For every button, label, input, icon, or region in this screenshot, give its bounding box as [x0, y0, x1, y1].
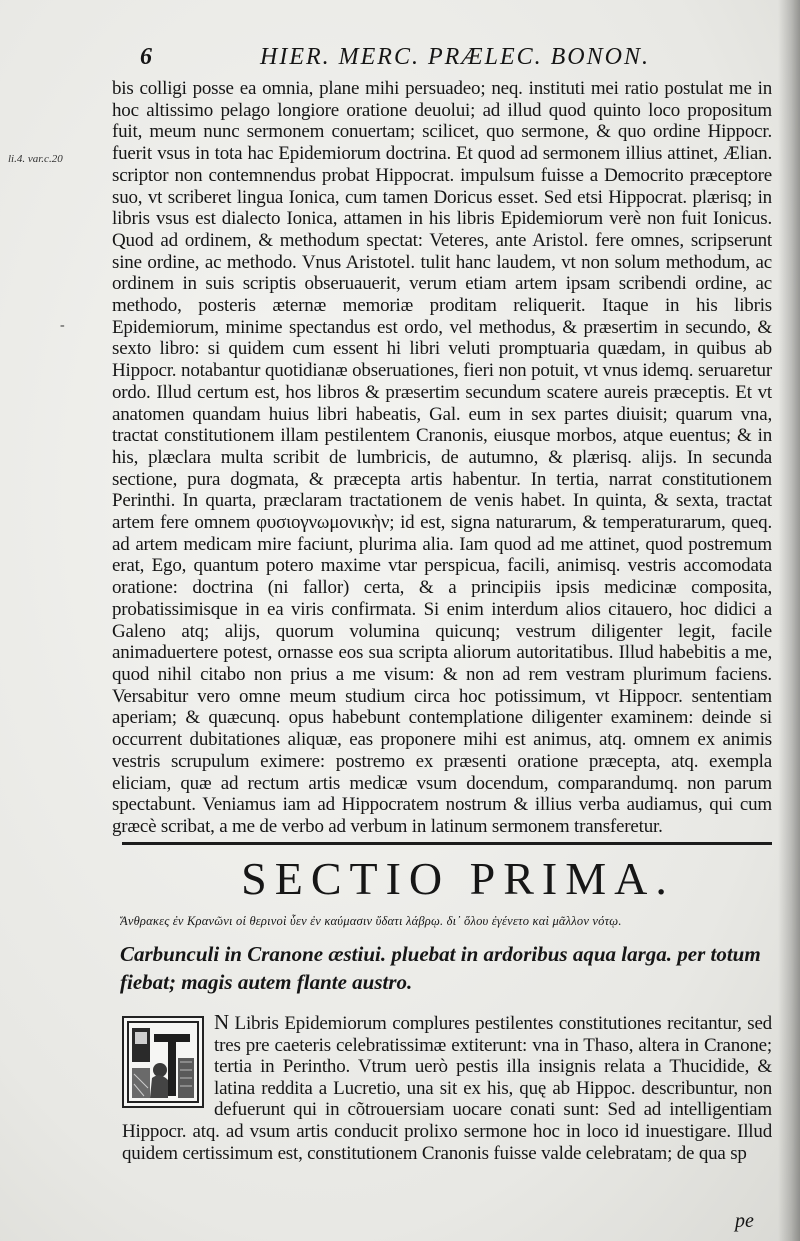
margin-dash: - [60, 318, 65, 333]
woodcut-initial-icon [124, 1018, 202, 1106]
margin-note: li.4. var.c.20 [8, 153, 63, 165]
page-number: 6 [140, 44, 152, 70]
decorated-initial-image [122, 1016, 204, 1108]
running-head: HIER. MERC. PRÆLEC. BONON. [260, 44, 650, 70]
greek-lemma: Ἄνθρακες ἐν Κρανῶνι οἱ θερινοὶ ὗεν ἐν καύμασιν ὕδατι λάβρῳ. δι᾽ ὅλου ἐγένετο καὶ μᾶλλον νότῳ. [120, 914, 622, 928]
intro-first-letter: N [214, 1010, 229, 1034]
section-title: SECTIO PRIMA. [241, 853, 675, 904]
intro-text: Libris Epidemiorum complures pestilentes constitutiones recitantur, sed tres pre caeteris celebratissimæ extiterunt: vna in Thaso, altera in Cranone; tertia in Perintho. Vtrum uerò pestis illa insignis relata a Thucidide, & latina reddita a Lucretio, una sit ex his, quę ab Hippoc. describuntur, non defuerunt qui in cõtrouersiam uocare conati sunt: Sed ad intelligentiam Hippocr. atq. ad vsum artis conducit prolixo sermone hoc in loco id inuestigare. Illud quidem certissimum est, constitutionem Cranonis fuisse valde celebratam; de qua sp [122, 1013, 772, 1164]
latin-lemma: Carbunculi in Cranone æstiui. pluebat in ardoribus aqua larga. per totum fiebat; magis autem flante austro. [120, 942, 761, 994]
body-paragraph: bis colligi posse ea omnia, plane mihi persuadeo; neq. instituti mei ratio postulat me in hoc altissimo pelago longiore oratione deuolui; ad illud quod quinto loco propositum fuit, meum nunc sermonem conuertam; scilicet, quo sermone, & quo ordine Hippocr. fuerit vsus in tota hac Epidemiorum doctrina. Et quod ad sermonem illius attinet, Ælian. scriptor non contemnendus probat Hippocrat. impulsum fuisse a Democrito præceptore suo, vt scriberet lingua Ionica, cum tamen Doricus esset. Sed etsi Hippocrat. plærisq; in libris vsus est dialecto Ionica, attamen in his libris Epidemiorum verè non fuit Ionicus. Quod ad ordinem, & methodum spectat: Veteres, ante Aristol. fere omnes, scripserunt sine ordine, ac methodo. Vnus Aristotel. tulit hanc laudem, vt non solum methodum, ac ordinem in suis scriptis obseruauerit, verum etiam artem ipsam scribendi ordine, ac methodo, posteris æternæ memoriæ proditam reliquerit. Itaque in his libris Epidemiorum, minime spectandus est ordo, vel methodus, & præsertim in secundo, & sexto libro: si quidem cum essent hi libri veluti promptuaria quædam, in quibus ab Hippocr. notabantur quotidianæ obseruationes, fieri non potuit, vt vnus idemq. seruaretur ordo. Illud certum est, hos libros & præsertim secundum scatere aureis præceptis. Et vt anatomen quandam huius libri habeatis, Gal. eum in sex partes diuisit; quarum vna, tractat constitutionem illam pestilentem Cranonis, eiusque morbos, atque euentus; & in his, plæclara multa scribit de lumbricis, de autumno, & plærisq. alijs. In secunda sectione, pura dogmata, & præcepta artis habentur. In tertia, narrat constitutionem Perinthi. In quarta, præclaram tractationem de venis habet. In quinta, & sexta, tractat artem fere omnem φυσιογνωμονικὴν; id est, signa naturarum, & temperaturarum, queq. ad artem medicam mire faciunt, plurima alia. Iam quod ad me attinet, quod postremum erat, Ego, quantum potero maxime vtar perspicua, facili, animisq. vestris accomodata oratione: doctrina (ni fallor) certa, & a principiis ipsis medicinæ composita, probatissimisque in ea viris confirmata. Si enim interdum alios citauero, hoc didici a Galeno atq; alijs, quorum volumina quicunq; vestrum diligenter legit, facile animaduertere potest, ornasse eos sua scripta aliorum autoritatibus. Illud habebitis a me, quod nihil citabo non prius a me visum: & non ad rem vestram plurimum faciens. Versabitur vero omne meum studium circa hoc potissimum, vt Hippocr. sententiam aperiam; & quæcunq. opus habebunt contemplatione diligenter examinem: deinde si occurrent dubitationes aliquæ, eas proponere mihi est animus, atq. omnem ex animis vestris scrupulum eximere: postremo ex præsenti oratione præcepta, atq. exempla eliciam, quæ ad rectum artis medicæ vsum docendum, comparandumq. non parum spectabunt. Veniamus iam ad Hippocratem nostrum & illius verba audiamus, qui cum græcè scribat, a me de verbo ad verbum in latinum sermonem transferetur. [112, 78, 772, 837]
intro-paragraph [122, 1012, 772, 1164]
catchword: pe [735, 1210, 754, 1232]
page-header [140, 44, 740, 74]
page-gutter-shadow [778, 0, 800, 1241]
section-divider-rule [122, 842, 772, 845]
